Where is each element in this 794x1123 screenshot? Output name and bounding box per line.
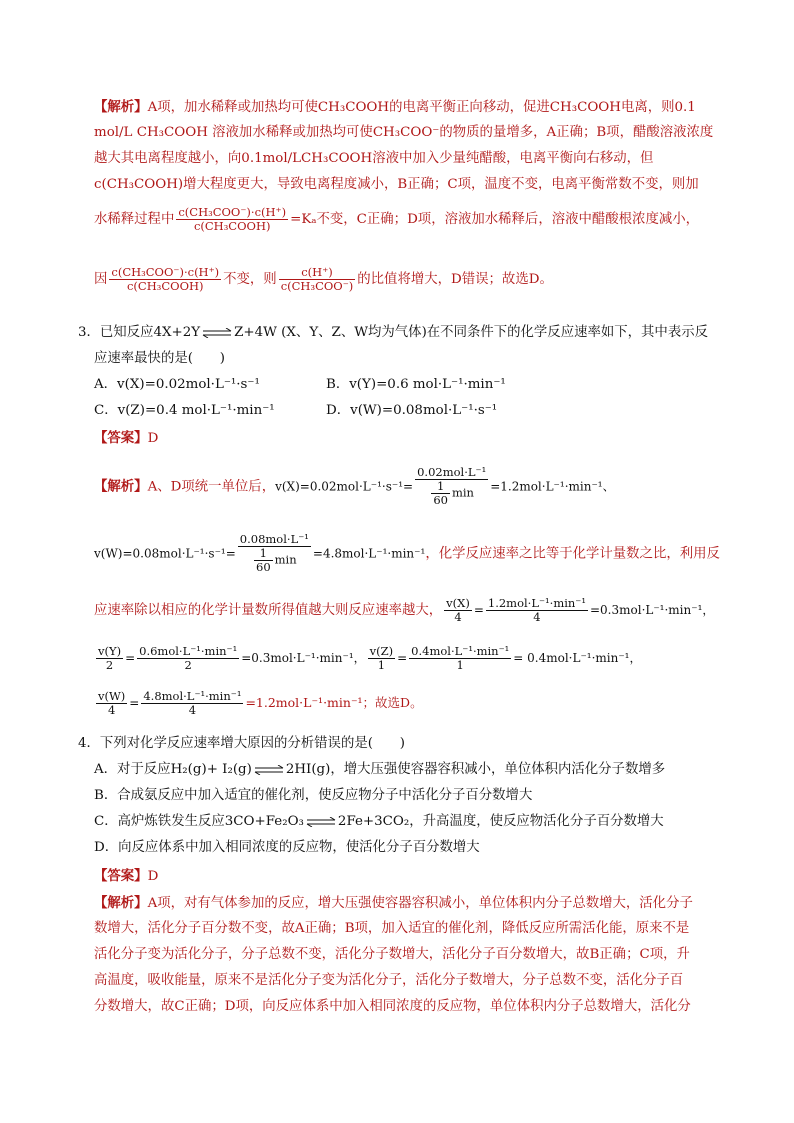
q3-option-c: C．v(Z)=0.4 mol·L⁻¹·min⁻¹ [94,403,275,418]
q3-answer: 【答案】D [94,430,159,446]
q2-analysis-line-5: 水稀释过程中 $\frac{\text{c(CH₃COO⁻)·c(H⁺)}}{\text{c(CH₃COOH)}}$ =Kₐ不变，C正确；D项，溶液加水稀释后，溶液中醋酸根浓度减小， [94,205,700,234]
q2-analysis-line-3: 越大其电离程度越小，向0.1mol/LCH₃COOH溶液中加入少量纯醋酸，电离平衡向右移动，但 [94,151,654,166]
q2-analysis-line-6: 因 $\frac{\text{c(CH₃COO⁻)·c(H⁺)}}{\text{c(CH₃COOH)}}$ 不变，则 $\frac{c(H^+)}{\text{c(CH₃COO⁻)}}$ 的比值将增大，D错误；故选D。 [94,265,553,294]
q3-analysis-line-1: 【解析】A、D项统一单位后，v(X)=0.02mol·L⁻¹·s⁻¹= 0.02mol·L⁻¹ $\frac{1}{60}$ min =1.2mol·L⁻¹·min⁻¹、 [94,465,615,508]
q4-option-c: C．高炉炼铁发生反应3CO+Fe₂O₃ 2Fe+3CO₂，升高温度，使反应物活化分子百分数增大 [94,814,664,829]
q4-option-b: B．合成氨反应中加入适宜的催化剂，使反应物分子中活化分子百分数增大 [94,788,533,803]
q3-analysis-line-4: $\frac{v(Y)}{2}$ = $\frac{\text{0.6mol·L⁻¹·min⁻¹}}{2}$ =0.3mol·L⁻¹·min⁻¹， $\frac{v(Z)}{1}$ = $\frac{\text{0.4mol·L⁻¹·min⁻¹}}{1}$ = 0.4mol·L⁻¹·min⁻¹， [98,644,642,673]
q2-analysis-line-1: 【解析】A项，加水稀释或加热均可使CH₃COOH的电离平衡正向移动，促进CH₃COOH电离，则0.1 [94,99,696,115]
q3-analysis-line-2: v(W)=0.08mol·L⁻¹·s⁻¹= 0.08mol·L⁻¹ $\frac{1}{60}$ min =4.8mol·L⁻¹·min⁻¹，化学反应速率之比等于化学计量数之比，利用反 [94,532,720,575]
q3-stem-line-1: 3．已知反应4X+2Y Z+4W (X、Y、Z、W均为气体)在不同条件下的化学反应速率如下，其中表示反 [78,325,708,340]
q4-analysis-line-3: 活化分子变为活化分子，分子总数不变，活化分子数增大，活化分子百分数增大，故B正确；C项，升 [94,947,690,962]
unit-conversion-fraction-x: 0.02mol·L⁻¹ $\frac{1}{60}$ min [417,465,487,508]
q4-option-a: A．对于反应H₂(g)+ I₂(g) 2HI(g)，增大压强使容器容积减小，单位体积内活化分子数增多 [94,762,666,777]
q4-answer: 【答案】D [94,868,159,884]
q4-analysis-line-4: 高温度，吸收能量，原来不是活化分子变为活化分子，活化分子数增大，分子总数不变，活化分子百 [94,973,684,988]
q4-option-d: D．向反应体系中加入相同浓度的反应物，使活化分子百分数增大 [94,840,480,855]
q4-analysis-line-5: 分数增大，故C正确；D项，向反应体系中加入相同浓度的反应物，单位体积内分子总数增大，活化分 [94,999,691,1014]
equilibrium-arrow-icon [202,328,232,338]
q2-analysis-line-4: c(CH₃COOH)增大程度更大，导致电离程度减小，B正确；C项，温度不变，电离平衡常数不变，则加 [94,177,699,192]
q3-stem-line-2: 应速率最快的是( ) [94,351,225,366]
q4-analysis-line-1: 【解析】A项，对有气体参加的反应，增大压强使容器容积减小，单位体积内分子总数增大，活化分子 [94,895,693,911]
analysis-label: 【解析】 [94,99,148,115]
ka-fraction-2: $\frac{\text{c(CH₃COO⁻)·c(H⁺)}}{\text{c(CH₃COOH)}}$ [111,265,220,294]
q3-analysis-line-5: $\frac{v(W)}{4}$ = $\frac{\text{4.8mol·L⁻¹·min⁻¹}}{4}$ =1.2mol·L⁻¹·min⁻¹；故选D。 [98,689,423,718]
q3-option-b: B．v(Y)=0.6 mol·L⁻¹·min⁻¹ [326,377,506,392]
ratio-fraction: $\frac{c(H^+)}{\text{c(CH₃COO⁻)}}$ [280,265,354,294]
equilibrium-arrow-icon [306,817,336,827]
q4-stem: 4．下列对化学反应速率增大原因的分析错误的是( ) [78,736,405,751]
q3-option-d: D．v(W)=0.08mol·L⁻¹·s⁻¹ [326,403,498,418]
ka-fraction: $\frac{\text{c(CH₃COO⁻)·c(H⁺)}}{\text{c(CH₃COOH)}}$ [178,205,287,234]
q3-analysis-line-3: 应速率除以相应的化学计量数所得值越大则反应速率越大， $\frac{v(X)}{4}$ = $\frac{\text{1.2mol·L⁻¹·min⁻¹}}{4}$ =0.3mol·L⁻¹·min⁻¹， [94,596,715,625]
equilibrium-arrow-icon [254,765,284,775]
unit-conversion-fraction-w: 0.08mol·L⁻¹ $\frac{1}{60}$ min [239,532,309,575]
q2-analysis-line-2: mol/L CH₃COOH 溶液加水稀释或加热均可使CH₃COO⁻的物质的量增多，A正确；B项，醋酸溶液浓度 [94,125,714,140]
q4-analysis-line-2: 数增大，活化分子百分数不变，故A正确；B项，加入适宜的催化剂，降低反应所需活化能，原来不是 [94,921,690,936]
q3-option-a: A．v(X)=0.02mol·L⁻¹·s⁻¹ [94,377,260,392]
